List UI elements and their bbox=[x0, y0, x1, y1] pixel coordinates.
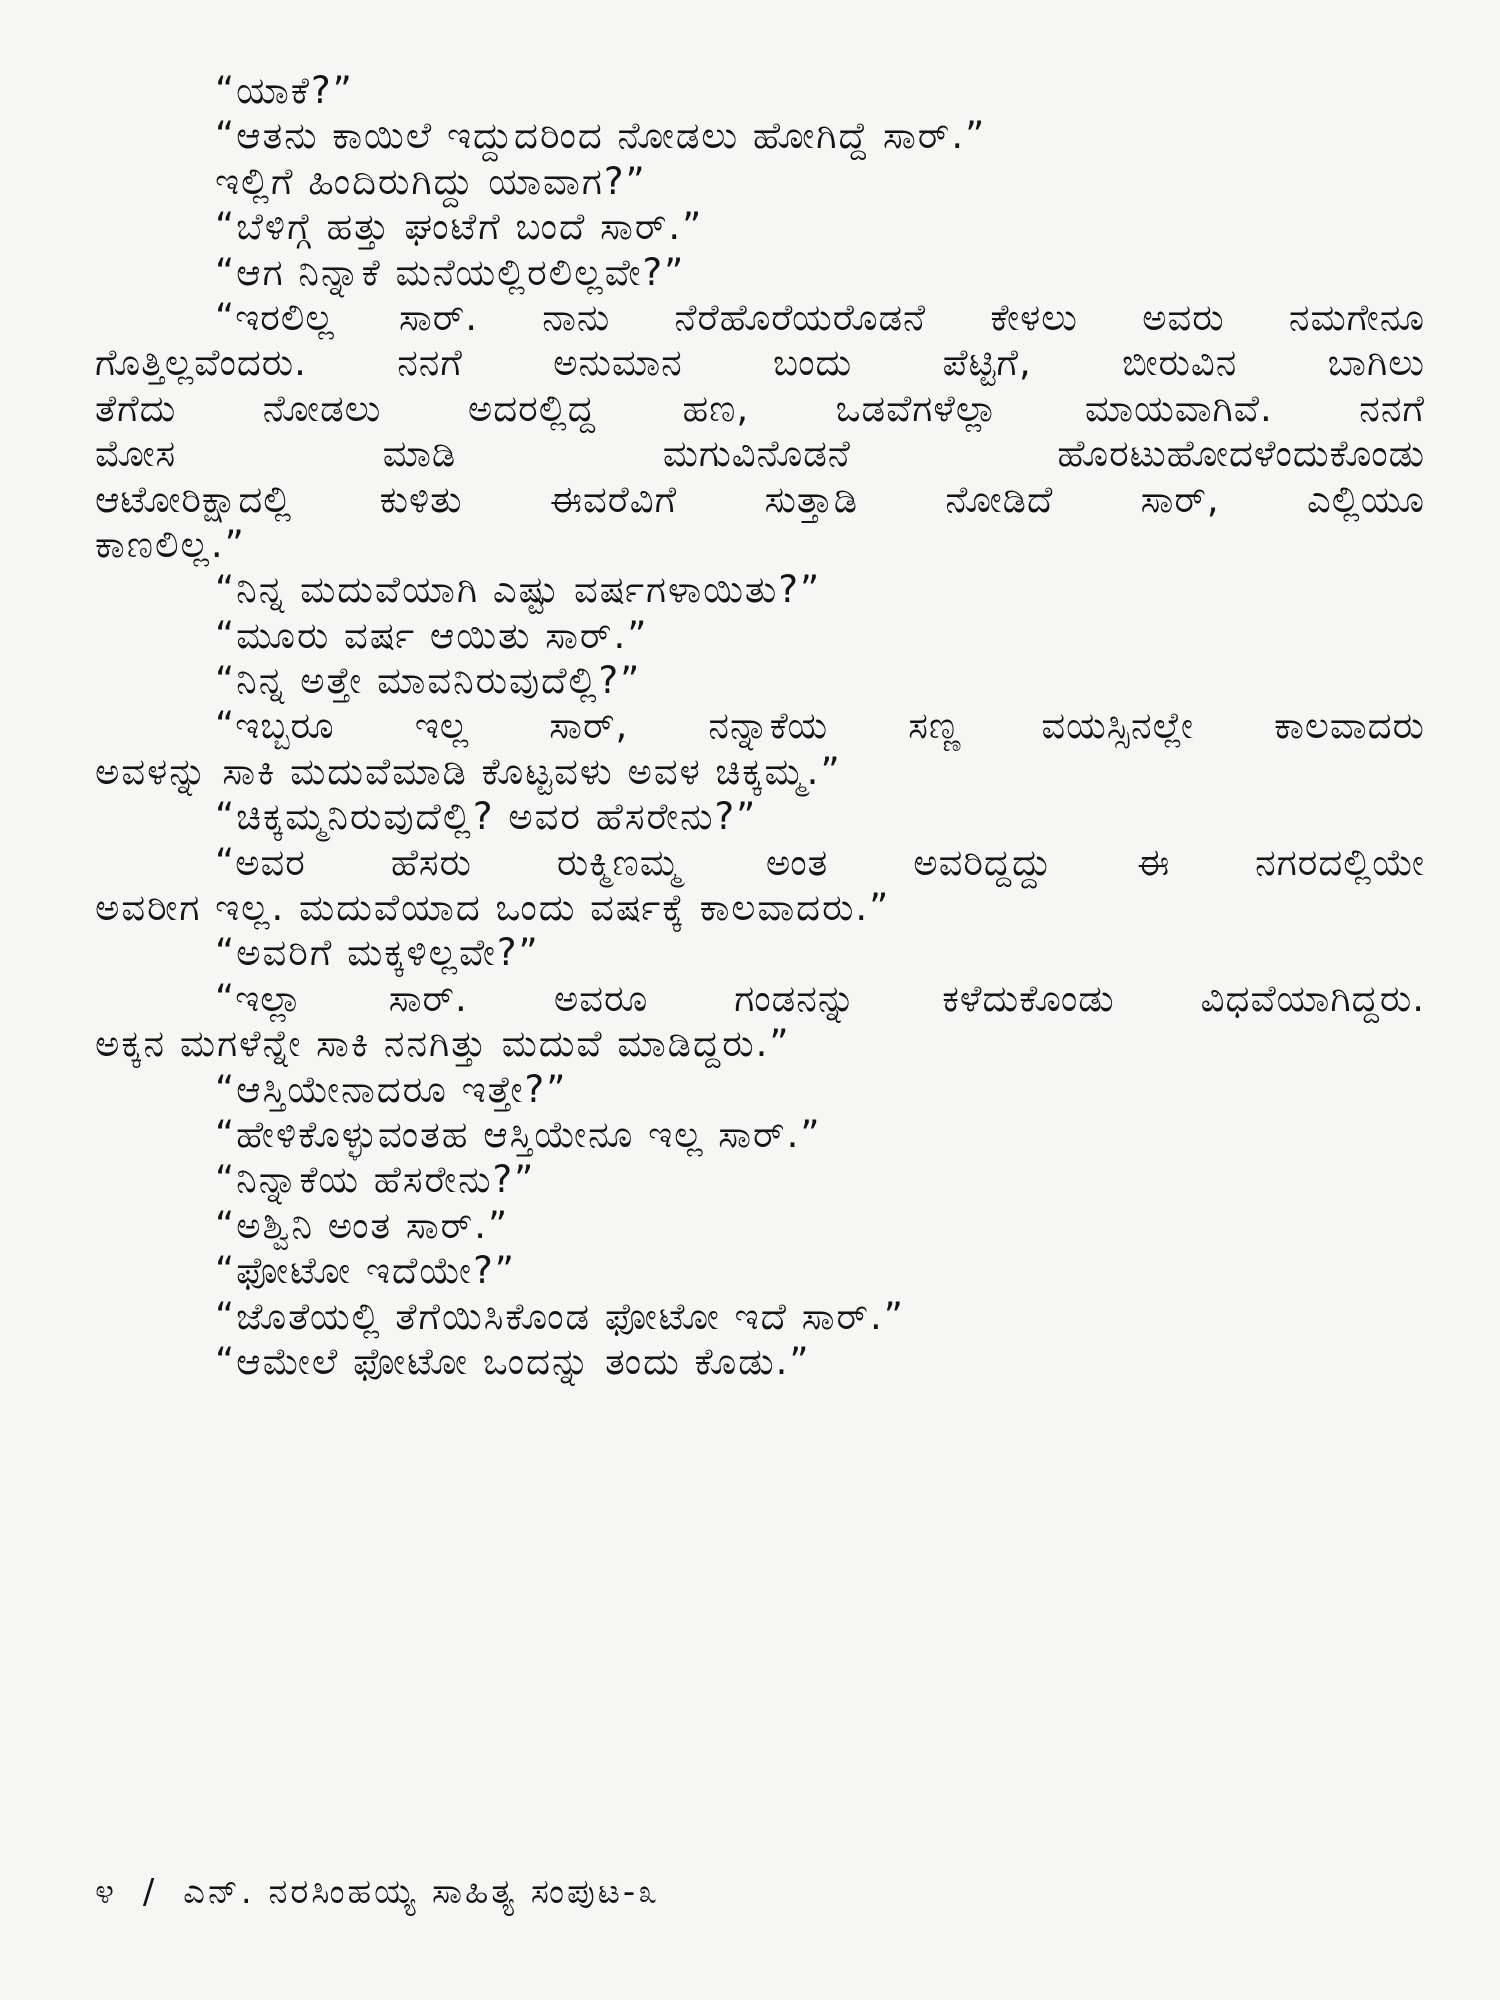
text-line: “ಆತನು ಕಾಯಿಲೆ ಇದ್ದುದರಿಂದ ನೋಡಲು ಹೋಗಿದ್ದೆ ಸಾರ್.” bbox=[215, 114, 987, 158]
footer-separator: / bbox=[142, 1872, 158, 1912]
text-line: “ಇಲ್ಲಾ ಸಾರ್. ಅವರೂ ಗಂಡನನ್ನು ಕಳೆದುಕೊಂಡು ವಿಧವೆಯಾಗಿದ್ದರು. bbox=[215, 976, 1425, 1020]
book-title: ಎನ್. ನರಸಿಂಹಯ್ಯ ಸಾಹಿತ್ಯ ಸಂಪುಟ-೩ bbox=[183, 1872, 661, 1912]
text-line: “ನಿನ್ನ ಅತ್ತೇ ಮಾವನಿರುವುದೆಲ್ಲಿ?” bbox=[215, 659, 642, 703]
text-line: “ಅವರ ಹೆಸರು ರುಕ್ಮಿಣಮ್ಮ ಅಂತ ಅವರಿದ್ದದ್ದು ಈ ನಗರದಲ್ಲಿಯೇ bbox=[215, 840, 1425, 884]
body-text bbox=[95, 68, 1425, 1384]
text-line: “ಫೋಟೋ ಇದೆಯೇ?” bbox=[215, 1249, 516, 1293]
text-line: “ಮೂರು ವರ್ಷ ಆಯಿತು ಸಾರ್.” bbox=[215, 613, 649, 657]
page-footer bbox=[95, 1872, 660, 1912]
text-line: ಅವಳನ್ನು ಸಾಕಿ ಮದುವೆಮಾಡಿ ಕೊಟ್ಟವಳು ಅವಳ ಚಿಕ್ಕಮ್ಮ.” bbox=[95, 749, 842, 793]
text-line: ತೆಗೆದು ನೋಡಲು ಅದರಲ್ಲಿದ್ದ ಹಣ, ಒಡವೆಗಳೆಲ್ಲಾ ಮಾಯವಾಗಿವೆ. ನನಗೆ bbox=[95, 386, 1425, 430]
text-line: ಅವರೀಗ ಇಲ್ಲ. ಮದುವೆಯಾದ ಒಂದು ವರ್ಷಕ್ಕೆ ಕಾಲವಾದರು.” bbox=[95, 886, 891, 930]
text-line: ಗೊತ್ತಿಲ್ಲವೆಂದರು. ನನಗೆ ಅನುಮಾನ ಬಂದು ಪೆಟ್ಟಿಗೆ, ಬೀರುವಿನ ಬಾಗಿಲು bbox=[95, 341, 1425, 385]
text-line: “ಬೆಳಿಗ್ಗೆ ಹತ್ತು ಘಂಟೆಗೆ ಬಂದೆ ಸಾರ್.” bbox=[215, 205, 704, 249]
text-line: “ನಿನ್ನ ಮದುವೆಯಾಗಿ ಎಷ್ಟು ವರ್ಷಗಳಾಯಿತು?” bbox=[215, 568, 822, 612]
text-line: “ಇರಲಿಲ್ಲ ಸಾರ್. ನಾನು ನೆರೆಹೊರೆಯರೊಡನೆ ಕೇಳಲು ಅವರು ನಮಗೇನೂ bbox=[215, 295, 1425, 339]
text-line: ಇಲ್ಲಿಗೆ ಹಿಂದಿರುಗಿದ್ದು ಯಾವಾಗ?” bbox=[215, 159, 647, 203]
text-line: “ಆಸ್ತಿಯೇನಾದರೂ ಇತ್ತೇ?” bbox=[215, 1067, 568, 1111]
text-line: ಆಟೋರಿಕ್ಷಾದಲ್ಲಿ ಕುಳಿತು ಈವರೆವಿಗೆ ಸುತ್ತಾಡಿ ನೋಡಿದೆ ಸಾರ್, ಎಲ್ಲಿಯೂ bbox=[95, 477, 1425, 521]
text-line: “ಜೊತೆಯಲ್ಲಿ ತೆಗೆಯಿಸಿಕೊಂಡ ಫೋಟೋ ಇದೆ ಸಾರ್.” bbox=[215, 1294, 905, 1338]
text-line: “ಆಮೇಲೆ ಫೋಟೋ ಒಂದನ್ನು ತಂದು ಕೊಡು.” bbox=[215, 1339, 811, 1383]
text-line: “ಹೇಳಿಕೊಳ್ಳುವಂತಹ ಆಸ್ತಿಯೇನೂ ಇಲ್ಲ ಸಾರ್.” bbox=[215, 1112, 822, 1156]
text-line: “ಆಗ ನಿನ್ನಾಕೆ ಮನೆಯಲ್ಲಿರಲಿಲ್ಲವೇ?” bbox=[215, 250, 686, 294]
page-number: ೪ bbox=[95, 1872, 118, 1912]
text-line: “ಯಾಕೆ?” bbox=[215, 69, 354, 112]
text-line: “ಇಬ್ಬರೂ ಇಲ್ಲ ಸಾರ್, ನನ್ನಾಕೆಯ ಸಣ್ಣ ವಯಸ್ಸಿನಲ್ಲೇ ಕಾಲವಾದರು bbox=[215, 704, 1425, 748]
text-line: “ಅಶ್ವಿನಿ ಅಂತ ಸಾರ್.” bbox=[215, 1203, 510, 1247]
text-line: ಮೋಸ ಮಾಡಿ ಮಗುವಿನೊಡನೆ ಹೊರಟುಹೋದಳೆಂದುಕೊಂಡು bbox=[95, 432, 1425, 476]
text-line: “ಅವರಿಗೆ ಮಕ್ಕಳಿಲ್ಲವೇ?” bbox=[215, 931, 540, 975]
text-line: ಅಕ್ಕನ ಮಗಳೆನ್ನೇ ಸಾಕಿ ನನಗಿತ್ತು ಮದುವೆ ಮಾಡಿದ್ದರು.” bbox=[95, 1022, 791, 1066]
text-line: “ನಿನ್ನಾಕೆಯ ಹೆಸರೇನು?” bbox=[215, 1158, 536, 1202]
text-line: “ಚಿಕ್ಕಮ್ಮನಿರುವುದೆಲ್ಲಿ? ಅವರ ಹೆಸರೇನು?” bbox=[215, 795, 758, 839]
text-line: ಕಾಣಲಿಲ್ಲ.” bbox=[95, 522, 246, 566]
